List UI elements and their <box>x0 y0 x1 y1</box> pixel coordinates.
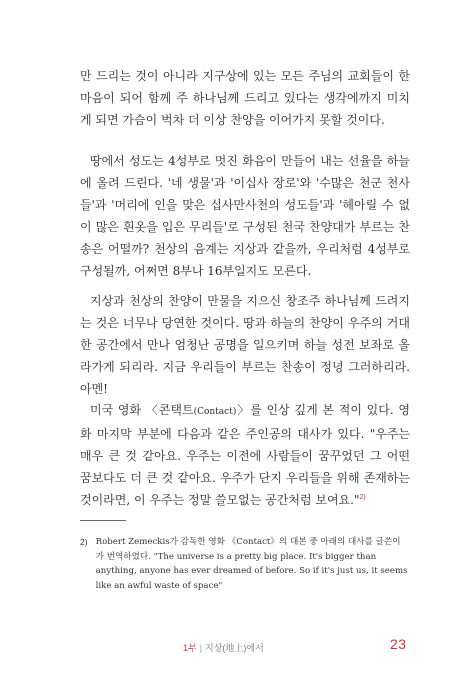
main-paragraph-3 <box>80 290 410 400</box>
contact-title-english: (Contact) <box>193 407 237 417</box>
footnote <box>80 535 408 593</box>
main-paragraph-4 <box>80 399 410 511</box>
page-number: 23 <box>390 636 407 652</box>
footer-separator: | <box>199 643 203 653</box>
paragraph-2-text: 땅에서 성도는 4성부로 멋진 화음이 만들어 내는 선율을 하늘에 올려 드린다. '네 생물'과 '이십사 장로'와 '수많은 천군 천사들'과 '머리에 인을 맞은 십사만사천의 성도들'과 '헤아릴 수 없이 많은 흰옷을 입은 무리들'로 구성된 천국 찬양대가 부르는 찬송은 어떨까? 천상의 음계는 지상과 같을까, 우리처럼 4성부로 구성될까, 어쩌면 8부나 16부일지도 모른다. <box>80 154 410 278</box>
main-paragraph-1 <box>80 65 410 131</box>
paragraph-3-text: 지상과 천상의 찬양이 만물을 지으신 창조주 하나님께 드려지는 것은 너무나 당연한 것이다. 땅과 하늘의 찬양이 우주의 거대한 공간에서 만나 엄청난 공명을 일으키며 하늘 성전 보좌로 올라가게 되리라. 지금 우리들이 부르는 찬송이 정녕 그러하리라. 아멘! <box>80 294 410 396</box>
footer-chapter-title: 지상(地上)에서 <box>205 643 264 653</box>
footnote-number: 2) <box>80 537 88 547</box>
footnote-divider <box>80 520 126 521</box>
footnote-text: Robert Zemeckis가 감독한 영화 《Contact》의 대본 중 아래의 대사를 글쓴이가 번역하였다. "The universe is a pretty big place. It's bigger than anything, anyone has ever dreamed of before. So if it's just us, it seems like an awful waste of space" <box>95 537 408 591</box>
main-paragraph-2 <box>80 150 410 282</box>
running-footer <box>183 641 264 654</box>
page-footer <box>0 638 470 658</box>
footer-chapter-number: 1부 <box>183 643 197 653</box>
footnote-reference: 2) <box>359 494 366 501</box>
paragraph-4-text <box>80 399 410 511</box>
paragraph-4-after-contact: 〉를 인상 깊게 본 적이 있다. 영화 마지막 부분에 다음과 같은 주인공의 대사가 있다. "우주는 매우 큰 것 같아요. 우주는 이전에 사람들이 꿈꾸었던 그 어떤 꿈보다도 더 큰 것 같아요. 우주가 단지 우리들을 위해 존재하는 것이라면, 이 우주는 정말 쓸모없는 공간처럼 보여요." <box>80 403 411 507</box>
paragraph-4-before-contact: 미국 영화 〈콘택트 <box>90 403 194 417</box>
paragraph-1-text: 만 드리는 것이 아니라 지구상에 있는 모든 주님의 교회들이 한마음이 되어 함께 주 하나님께 드리고 있다는 생각에까지 미치게 되면 가슴이 벅차 더 이상 찬양을 이어가지 못할 것이다. <box>80 69 410 127</box>
